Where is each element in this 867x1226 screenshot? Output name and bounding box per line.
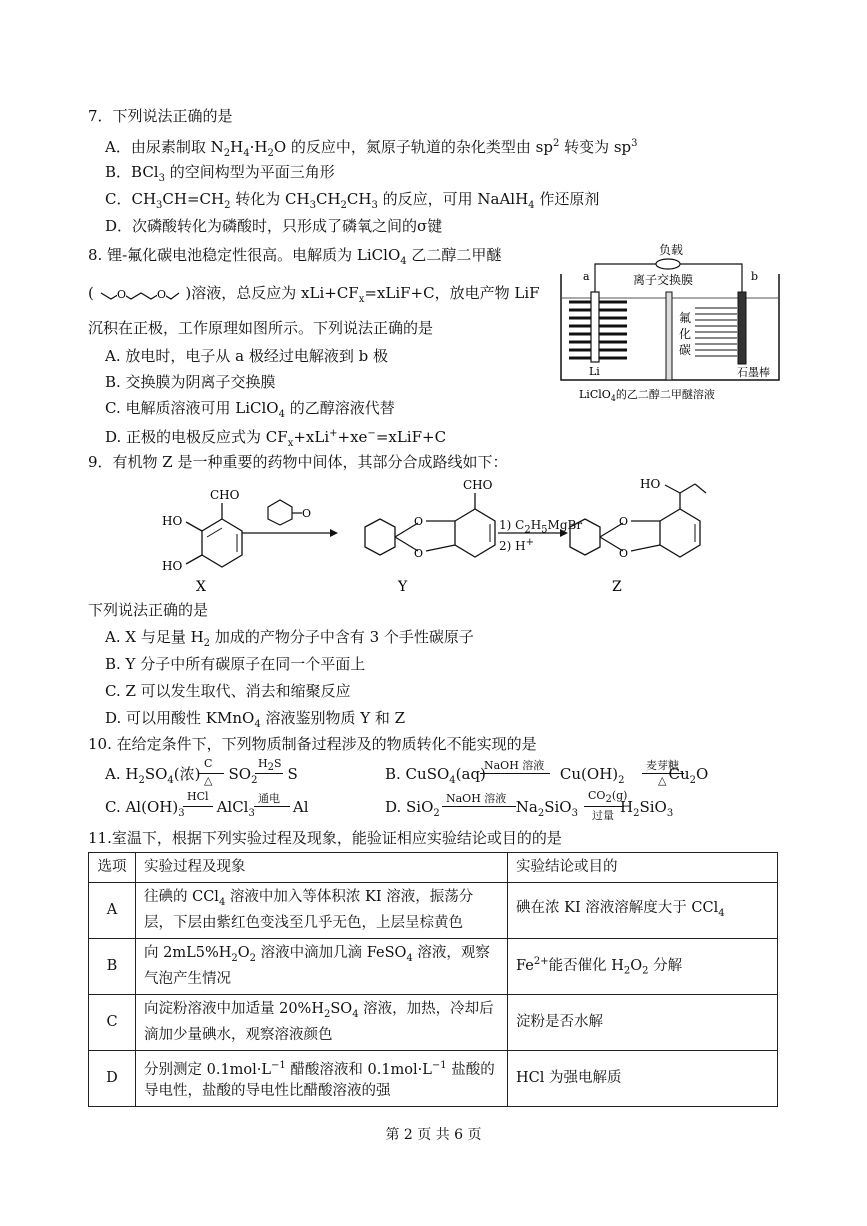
row-c-option: C [89, 995, 136, 1051]
row-d-conclusion: HCl 为强电解质 [508, 1051, 778, 1107]
experiment-table [88, 852, 778, 1107]
glyme-o1: O [116, 288, 126, 301]
q8-option-c: C. 电解质溶液可用 LiClO$_4$ 的乙醇溶液代替 [105, 399, 395, 420]
compound-x [162, 488, 242, 573]
q7-stem: 7．下列说法正确的是 [88, 107, 233, 125]
terminal-b: b [751, 270, 759, 283]
q8-option-a: A. 放电时，电子从 a 极经过电解液到 b 极 [105, 347, 388, 365]
q8-stem-line2: ( O O )溶液，总反应为 $xLi+CF_x=xLiF+C$，放电产物 LiF [88, 284, 540, 305]
q10-b-cond1: NaOH 溶液 [484, 759, 545, 772]
q10-b-cond2-top: 麦芽糖 [646, 759, 679, 772]
q10-c-arrow1 [183, 806, 213, 807]
glyme-o2: O [156, 288, 166, 301]
li-label: Li [589, 365, 600, 378]
row-b-procedure: 向 $2mL5\%H_2O_2$ 溶液中滴加几滴 FeSO$_4$ 溶液，观察气泡产生情况 [136, 939, 508, 995]
q7-option-a: A．由尿素制取 $N_2H_4\cdot H_2O$ 的反应中，氮原子轨道的杂化类型由 $sp^2$ 转变为 $sp^3$ [105, 138, 638, 159]
row-c-procedure: 向淀粉溶液中加适量 $20\%H_2SO_4$ 溶液，加热，冷却后滴加少量碘水，观察溶液颜色 [136, 995, 508, 1051]
page-footer: 第 2 页 共 6 页 [385, 1127, 482, 1143]
row-a-conclusion: 碘在浓 KI 溶液溶解度大于 CCl$_4$ [508, 883, 778, 939]
q10-option-a: A. $H_2SO_4$(浓) $SO_2$ S [105, 765, 298, 786]
row-a-option: A [89, 883, 136, 939]
q10-a-cond2: $H_2S$ [258, 757, 282, 774]
electrolyte-caption: LiClO$_4$的乙二醇二甲醚溶液 [579, 388, 715, 403]
graphite-label: 石墨棒 [737, 366, 770, 379]
q9-stem: 9．有机物 Z 是一种重要的药物中间体，其部分合成路线如下： [88, 453, 508, 471]
q9-condition-1: 1) $C_2H_5MgBr$ [499, 518, 583, 536]
header-option: 选项 [89, 853, 136, 883]
li-electrode [591, 292, 599, 362]
terminal-a: a [583, 270, 590, 283]
table-row [89, 939, 778, 995]
label-x: X [196, 579, 206, 595]
cf-label-1: 氟 [679, 311, 692, 325]
table-row [89, 995, 778, 1051]
q10-a-arrow2 [255, 773, 283, 774]
q9-option-a: A. X 与足量 $H_2$ 加成的产物分子中含有 3 个手性碳原子 [105, 628, 474, 649]
svg-text:O: O [414, 547, 424, 560]
svg-text:O: O [414, 515, 424, 528]
q10-option-b: B. CuSO$_4$(aq) $Cu(OH)_2$ $Cu_2O$ [385, 765, 709, 786]
q10-c-cond2: 通电 [258, 792, 280, 805]
svg-text:CHO: CHO [463, 478, 493, 492]
load-label: 负载 [659, 243, 684, 257]
label-z: Z [612, 579, 622, 595]
q11-stem: 11.室温下，根据下列实验过程及现象，能验证相应实验结论或目的的是 [88, 829, 562, 847]
svg-text:HO: HO [640, 477, 661, 491]
load-resistor [656, 259, 680, 269]
glyme-structure [99, 285, 181, 303]
cf-label-3: 碳 [679, 343, 692, 357]
q9-ask: 下列说法正确的是 [88, 601, 209, 619]
synthesis-route [150, 475, 710, 600]
q10-d-cond2-top: $CO_2(g)$ [588, 789, 628, 806]
q10-d-arrow1 [442, 806, 516, 807]
q10-b-arrow1 [480, 773, 550, 774]
q9-option-b: B. Y 分子中所有碳原子在同一个平面上 [105, 655, 366, 673]
row-d-option: D [89, 1051, 136, 1107]
q7-option-b: B．BCl$_3$ 的空间构型为平面三角形 [105, 163, 335, 184]
q10-d-cond1: NaOH 溶液 [446, 792, 507, 805]
q10-a-cond1-bottom: △ [204, 774, 213, 787]
table-row [89, 883, 778, 939]
graphite-rod [738, 292, 746, 364]
svg-text:O: O [619, 515, 629, 528]
row-c-conclusion: 淀粉是否水解 [508, 995, 778, 1051]
q9-option-c: C. Z 可以发生取代、消去和缩聚反应 [105, 682, 351, 700]
row-a-procedure: 往碘的 CCl$_4$ 溶液中加入等体积浓 KI 溶液，振荡分层，下层由紫红色变浅至几乎无色，上层呈棕黄色 [136, 883, 508, 939]
q8-stem-line3: 沉积在正极，工作原理如图所示。下列说法正确的是 [88, 319, 434, 337]
q10-option-d: D. SiO$_2$ $Na_2SiO_3$ $H_2SiO_3$ [385, 798, 674, 819]
battery-diagram [555, 240, 795, 410]
compound-y [365, 478, 495, 560]
membrane-label: 离子交换膜 [633, 273, 694, 287]
q10-b-cond2-bottom: △ [658, 774, 667, 787]
q9-condition-2: 2) H+ [499, 537, 534, 553]
cf-label-2: 化 [679, 327, 692, 341]
q8-stem-line1: 8. 锂-氟化碳电池稳定性很高。电解质为 LiClO$_4$ 乙二醇二甲醚 [88, 246, 502, 267]
q8-option-b: B. 交换膜为阴离子交换膜 [105, 373, 276, 391]
header-procedure: 实验过程及现象 [136, 853, 508, 883]
row-b-conclusion: $Fe^{2+}$能否催化 $H_2O_2$ 分解 [508, 939, 778, 995]
cf-layers [695, 308, 737, 356]
row-d-procedure: 分别测定 $0.1mol\cdot L^{-1}$ 醋酸溶液和 $0.1mol\cdot L^{-1}$ 盐酸的导电性，盐酸的导电性比醋酸溶液的强 [136, 1051, 508, 1107]
q7-option-c: C．$CH_3CH=CH_2$ 转化为 $CH_3CH_2CH_3$ 的反应，可用 NaAlH$_4$ 作还原剂 [105, 190, 600, 211]
svg-text:O: O [302, 507, 312, 520]
header-conclusion: 实验结论或目的 [508, 853, 778, 883]
q8-option-d: D. 正极的电极反应式为 $CF_x+xLi^++xe^-=xLiF+C$ [105, 428, 447, 449]
svg-text:HO: HO [162, 559, 183, 573]
q7-option-d: D．次磷酸转化为磷酸时，只形成了磷氧之间的σ键 [105, 217, 443, 235]
q10-a-cond1-top: C [204, 757, 213, 770]
svg-text:O: O [619, 547, 629, 560]
table-header-row [89, 853, 778, 883]
q10-c-arrow2 [254, 806, 290, 807]
svg-text:HO: HO [162, 514, 183, 528]
row-b-option: B [89, 939, 136, 995]
compound-z [570, 477, 706, 560]
svg-text:CHO: CHO [210, 488, 240, 502]
cyclohexanone [268, 500, 311, 525]
q10-d-cond2-bottom: 过量 [592, 809, 614, 822]
q9-option-d: D. 可以用酸性 KMnO$_4$ 溶液鉴别物质 Y 和 Z [105, 709, 406, 730]
ion-exchange-membrane [666, 292, 672, 380]
label-y: Y [398, 579, 408, 595]
q10-c-cond1: HCl [187, 790, 209, 803]
q10-stem: 10. 在给定条件下，下列物质制备过程涉及的物质转化不能实现的是 [88, 735, 537, 753]
table-row [89, 1051, 778, 1107]
q10-option-c: C. $Al(OH)_3$ AlCl$_3$ Al [105, 798, 309, 819]
